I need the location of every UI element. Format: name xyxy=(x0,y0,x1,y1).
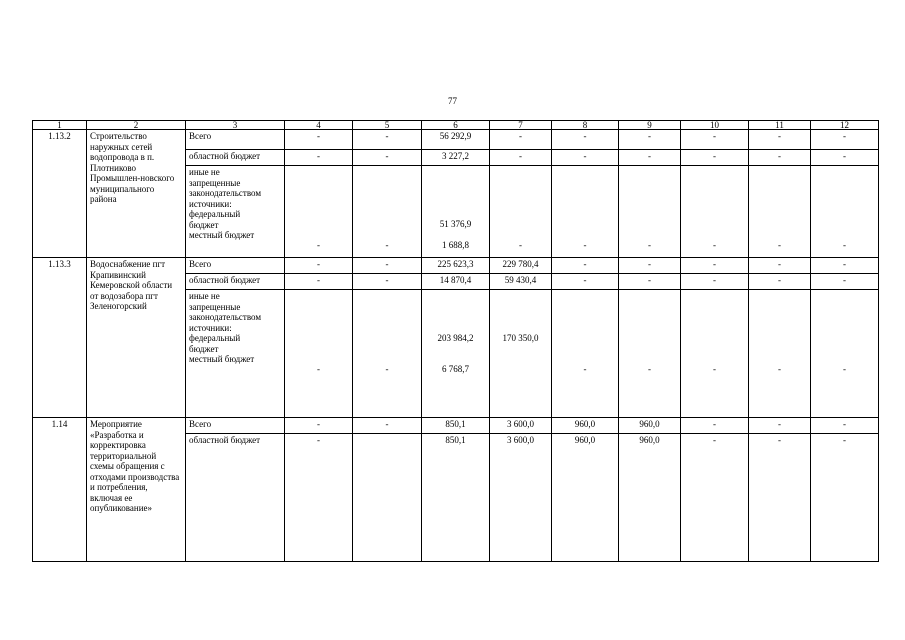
row-label: Всего xyxy=(186,258,285,274)
col-header: 8 xyxy=(552,121,619,130)
row-label-multi xyxy=(186,166,285,258)
label-line: бюджет xyxy=(189,219,219,230)
cell: 56 292,9 xyxy=(422,130,490,150)
row-label: областной бюджет xyxy=(186,274,285,290)
label-line: законодательством xyxy=(189,312,262,322)
item-name: Мероприятие «Разработка и корректировка территориальной схемы обращения с отходами производства и потребления, включая ее опубликование» xyxy=(87,418,186,562)
cell: - xyxy=(681,434,749,562)
label-line: запрещенные xyxy=(189,177,241,188)
cell: - xyxy=(353,418,422,434)
item-name: Строительство наружных сетей водопровода в п. Плотниково Промышлен-новского муниципального района xyxy=(87,130,186,258)
col-header: 6 xyxy=(422,121,490,130)
cell: - xyxy=(749,434,811,562)
item-name: Водоснабжение пгт Крапивинский Кемеровской области от водозабора пгт Зеленогорский xyxy=(87,258,186,418)
label-line: источники: xyxy=(189,322,232,333)
row-label-multi xyxy=(186,290,285,418)
cell: - xyxy=(811,434,879,562)
cell-local: - xyxy=(778,364,781,374)
cell: - xyxy=(681,150,749,166)
cell: - xyxy=(353,150,422,166)
cell: - xyxy=(552,150,619,166)
cell: - xyxy=(681,418,749,434)
table-row xyxy=(33,258,879,274)
cell: 960,0 xyxy=(552,434,619,562)
col-header: 7 xyxy=(490,121,552,130)
table-row xyxy=(33,130,879,150)
cell: - xyxy=(490,150,552,166)
cell: - xyxy=(811,258,879,274)
item-number: 1.13.3 xyxy=(33,258,87,418)
cell: - xyxy=(285,418,353,434)
col-header: 2 xyxy=(87,121,186,130)
cell: - xyxy=(681,130,749,150)
cell: - xyxy=(285,130,353,150)
cell: - xyxy=(285,274,353,290)
cell: 960,0 xyxy=(619,418,681,434)
label-line: источники: xyxy=(189,198,232,209)
label-line: запрещенные xyxy=(189,301,241,312)
label-line: иные не xyxy=(189,291,220,301)
cell: - xyxy=(811,150,879,166)
cell xyxy=(422,290,490,418)
header-row xyxy=(33,121,879,130)
cell: - xyxy=(353,258,422,274)
cell xyxy=(490,290,552,418)
cell-local: - xyxy=(583,364,587,374)
cell: 850,1 xyxy=(422,418,490,434)
cell-local: - xyxy=(843,240,846,250)
cell xyxy=(285,166,353,258)
cell xyxy=(749,290,811,418)
col-header: 10 xyxy=(681,121,749,130)
page-number: 77 xyxy=(448,96,457,106)
cell: 3 600,0 xyxy=(490,418,552,434)
cell: 850,1 xyxy=(422,434,490,562)
row-label: Всего xyxy=(186,418,285,434)
row-label: областной бюджет xyxy=(186,150,285,166)
cell xyxy=(811,290,879,418)
cell-local: - xyxy=(648,364,651,374)
cell: - xyxy=(552,130,619,150)
cell-local: - xyxy=(385,240,389,250)
cell: - xyxy=(285,150,353,166)
item-number: 1.13.2 xyxy=(33,130,87,258)
row-label: Всего xyxy=(186,130,285,150)
budget-table xyxy=(32,120,879,562)
item-number: 1.14 xyxy=(33,418,87,562)
col-header: 9 xyxy=(619,121,681,130)
cell: - xyxy=(353,130,422,150)
cell: - xyxy=(552,258,619,274)
cell: - xyxy=(811,418,879,434)
label-line: иные не xyxy=(189,167,220,177)
cell-local: - xyxy=(317,240,320,250)
cell-local: - xyxy=(317,364,320,374)
cell: - xyxy=(749,130,811,150)
cell: 14 870,4 xyxy=(422,274,490,290)
cell: 229 780,4 xyxy=(490,258,552,274)
cell xyxy=(811,166,879,258)
col-header: 11 xyxy=(749,121,811,130)
cell: 960,0 xyxy=(619,434,681,562)
cell-fed: 170 350,0 xyxy=(502,333,539,343)
cell-local: - xyxy=(648,240,651,250)
cell-local: - xyxy=(778,240,781,250)
cell-local: - xyxy=(385,364,389,374)
cell-fed: 51 376,9 xyxy=(439,219,472,229)
cell xyxy=(681,290,749,418)
col-header: 4 xyxy=(285,121,353,130)
cell: - xyxy=(285,434,353,562)
cell-local: - xyxy=(713,240,716,250)
label-line: бюджет xyxy=(189,343,219,354)
cell: - xyxy=(353,274,422,290)
cell xyxy=(749,166,811,258)
cell: - xyxy=(619,150,681,166)
cell xyxy=(619,290,681,418)
label-line: федеральный xyxy=(189,209,241,219)
col-header: 5 xyxy=(353,121,422,130)
cell: - xyxy=(749,150,811,166)
cell-local: - xyxy=(713,364,716,374)
cell-local: 6 768,7 xyxy=(442,363,469,374)
cell: 3 600,0 xyxy=(490,434,552,562)
table-row xyxy=(33,418,879,434)
cell-local: - xyxy=(843,364,846,374)
cell: - xyxy=(681,258,749,274)
label-line: федеральный xyxy=(189,333,241,343)
label-line: законодательством xyxy=(189,188,262,198)
cell: 3 227,2 xyxy=(422,150,490,166)
cell xyxy=(619,166,681,258)
cell xyxy=(552,166,619,258)
label-line: местный бюджет xyxy=(189,354,255,364)
cell: - xyxy=(619,258,681,274)
cell xyxy=(285,290,353,418)
col-header: 3 xyxy=(186,121,285,130)
cell xyxy=(353,166,422,258)
cell xyxy=(681,166,749,258)
cell xyxy=(552,290,619,418)
cell xyxy=(353,434,422,562)
cell: - xyxy=(749,274,811,290)
cell xyxy=(422,166,490,258)
cell: 960,0 xyxy=(552,418,619,434)
cell: - xyxy=(619,274,681,290)
cell: - xyxy=(619,130,681,150)
cell-fed: 203 984,2 xyxy=(437,333,474,343)
cell: - xyxy=(749,418,811,434)
cell: - xyxy=(681,274,749,290)
row-label: областной бюджет xyxy=(186,434,285,562)
col-header: 1 xyxy=(33,121,87,130)
cell: 225 623,3 xyxy=(422,258,490,274)
cell xyxy=(353,290,422,418)
cell: - xyxy=(811,130,879,150)
col-header: 12 xyxy=(811,121,879,130)
cell: 59 430,4 xyxy=(490,274,552,290)
cell: - xyxy=(552,274,619,290)
cell: - xyxy=(811,274,879,290)
cell: - xyxy=(749,258,811,274)
cell-local: 1 688,8 xyxy=(442,239,469,250)
cell-local: - xyxy=(583,240,587,250)
label-line: местный бюджет xyxy=(189,230,255,240)
cell xyxy=(490,166,552,258)
cell: - xyxy=(285,258,353,274)
cell: - xyxy=(490,130,552,150)
cell-local: - xyxy=(519,240,522,250)
